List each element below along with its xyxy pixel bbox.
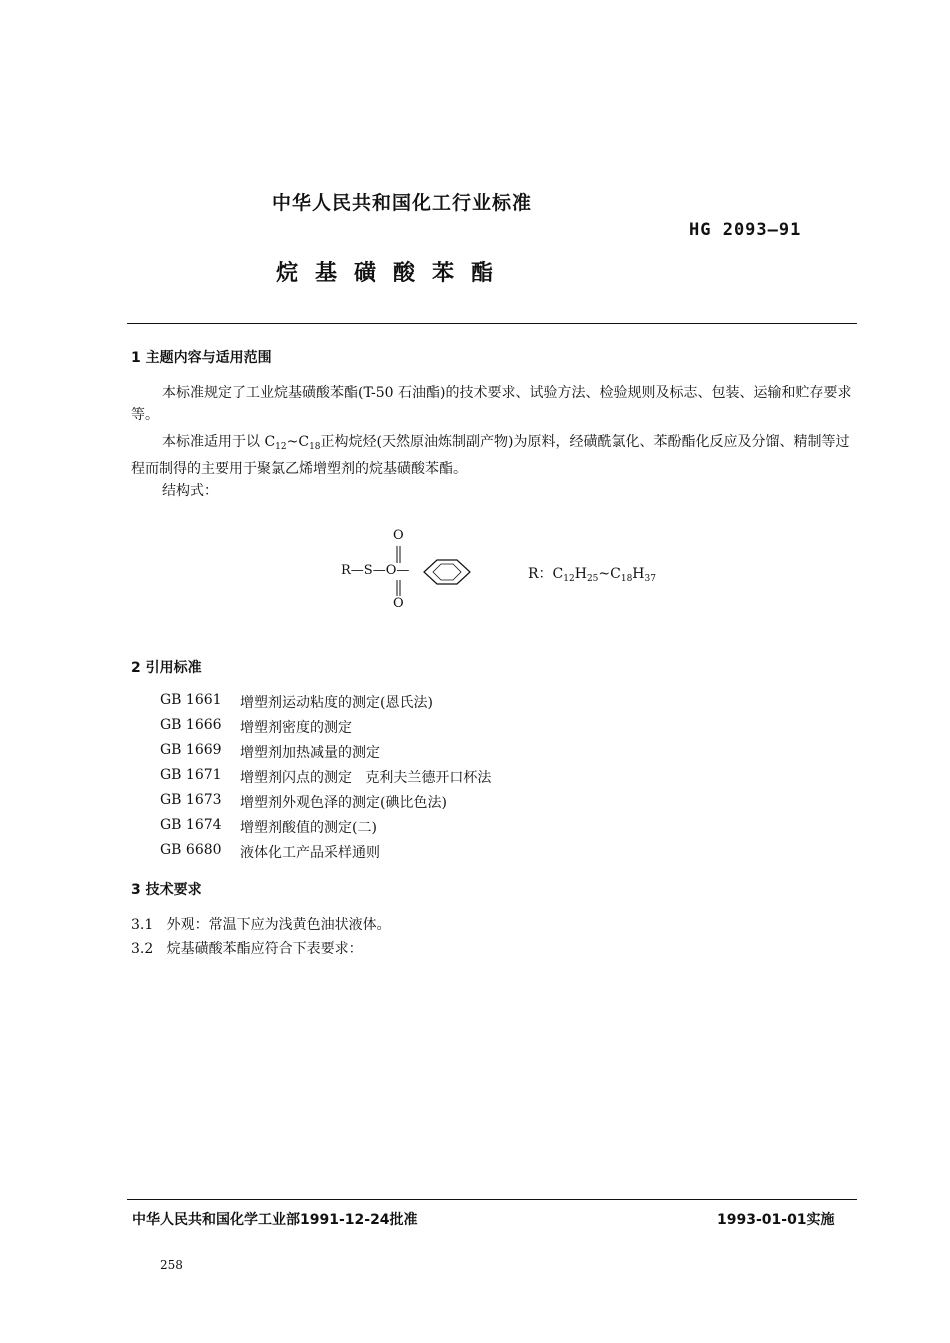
header-divider [127, 323, 857, 324]
benzene-ring-icon [330, 525, 490, 615]
section-2-heading: 2 引用标准 [131, 660, 202, 676]
para2-text-c: 正构烷烃(天然原油炼制副产物)为原料，经磺酰氯化、苯酚酯化反应及分馏、精制等过程而制得的主要用于聚氯乙烯增塑剂的烷基磺酸苯酯。 [131, 434, 850, 477]
reference-title: 增塑剂密度的测定 [240, 720, 352, 736]
reference-item [0, 842, 950, 866]
reference-title: 增塑剂运动粘度的测定(恩氏法) [240, 695, 433, 711]
requirement-3-1: 3.1 外观：常温下应为浅黄色油状液体。 [131, 917, 391, 933]
reference-item [0, 792, 950, 816]
section-1-paragraph-1: 本标准规定了工业烷基磺酸苯酯(T-50 石油酯)的技术要求、试验方法、检验规则及标志、包装、运输和贮存要求等。 [131, 385, 852, 423]
r-sub-4: 37 [644, 574, 656, 584]
requirement-3-2: 3.2 烷基磺酸苯酯应符合下表要求： [131, 941, 363, 957]
reference-title: 增塑剂闪点的测定 克利夫兰德开口杯法 [240, 770, 492, 786]
section-3-heading: 3 技术要求 [131, 882, 202, 898]
para2-sub-18: 18 [309, 442, 321, 452]
reference-code: GB 1673 [160, 792, 222, 808]
reference-code: GB 1671 [160, 767, 222, 783]
reference-title: 液体化工产品采样通则 [240, 845, 380, 861]
page-number: 258 [160, 1258, 183, 1272]
formula-chain: R—S—O— [341, 563, 410, 578]
reference-item [0, 817, 950, 841]
effective-date: 1993-01-01实施 [717, 1212, 835, 1228]
section-1-paragraph-2 [131, 431, 861, 480]
structural-formula [330, 525, 490, 615]
approval-date: 中华人民共和国化学工业部1991-12-24批准 [132, 1212, 418, 1228]
reference-item [0, 742, 950, 766]
document-title: 烷基磺酸苯酯 [276, 261, 511, 286]
org-title: 中华人民共和国化工行业标准 [272, 192, 533, 214]
r-sub-3: 18 [620, 574, 633, 584]
structure-label: 结构式： [162, 483, 218, 499]
r-sub-2: 25 [586, 574, 599, 584]
r-def-b: H [574, 566, 587, 582]
reference-list [0, 692, 950, 872]
reference-item [0, 767, 950, 791]
reference-code: GB 1661 [160, 692, 222, 708]
oxygen-bottom: O [393, 596, 404, 611]
reference-item [0, 692, 950, 716]
r-group-definition [528, 563, 656, 584]
reference-code: GB 1666 [160, 717, 222, 733]
reference-code: GB 1669 [160, 742, 222, 758]
footer-divider [127, 1199, 857, 1200]
reference-code: GB 1674 [160, 817, 222, 833]
reference-item [0, 717, 950, 741]
r-def-d: H [632, 566, 645, 582]
para2-sub-12: 12 [275, 442, 287, 452]
section-1-heading: 1 主题内容与适用范围 [131, 350, 272, 366]
standard-code: HG 2093—91 [689, 220, 802, 240]
reference-code: GB 6680 [160, 842, 222, 858]
reference-title: 增塑剂外观色泽的测定(碘比色法) [240, 795, 447, 811]
r-def-a: R：C [528, 566, 564, 582]
para2-text-b: ~C [286, 434, 310, 450]
oxygen-top: O [393, 528, 404, 543]
para2-text-a: 本标准适用于以 C [162, 434, 276, 450]
reference-title: 增塑剂加热减量的测定 [240, 745, 380, 761]
r-sub-1: 12 [563, 574, 575, 584]
reference-title: 增塑剂酸值的测定(二) [240, 820, 377, 836]
r-def-c: ~C [598, 566, 621, 582]
